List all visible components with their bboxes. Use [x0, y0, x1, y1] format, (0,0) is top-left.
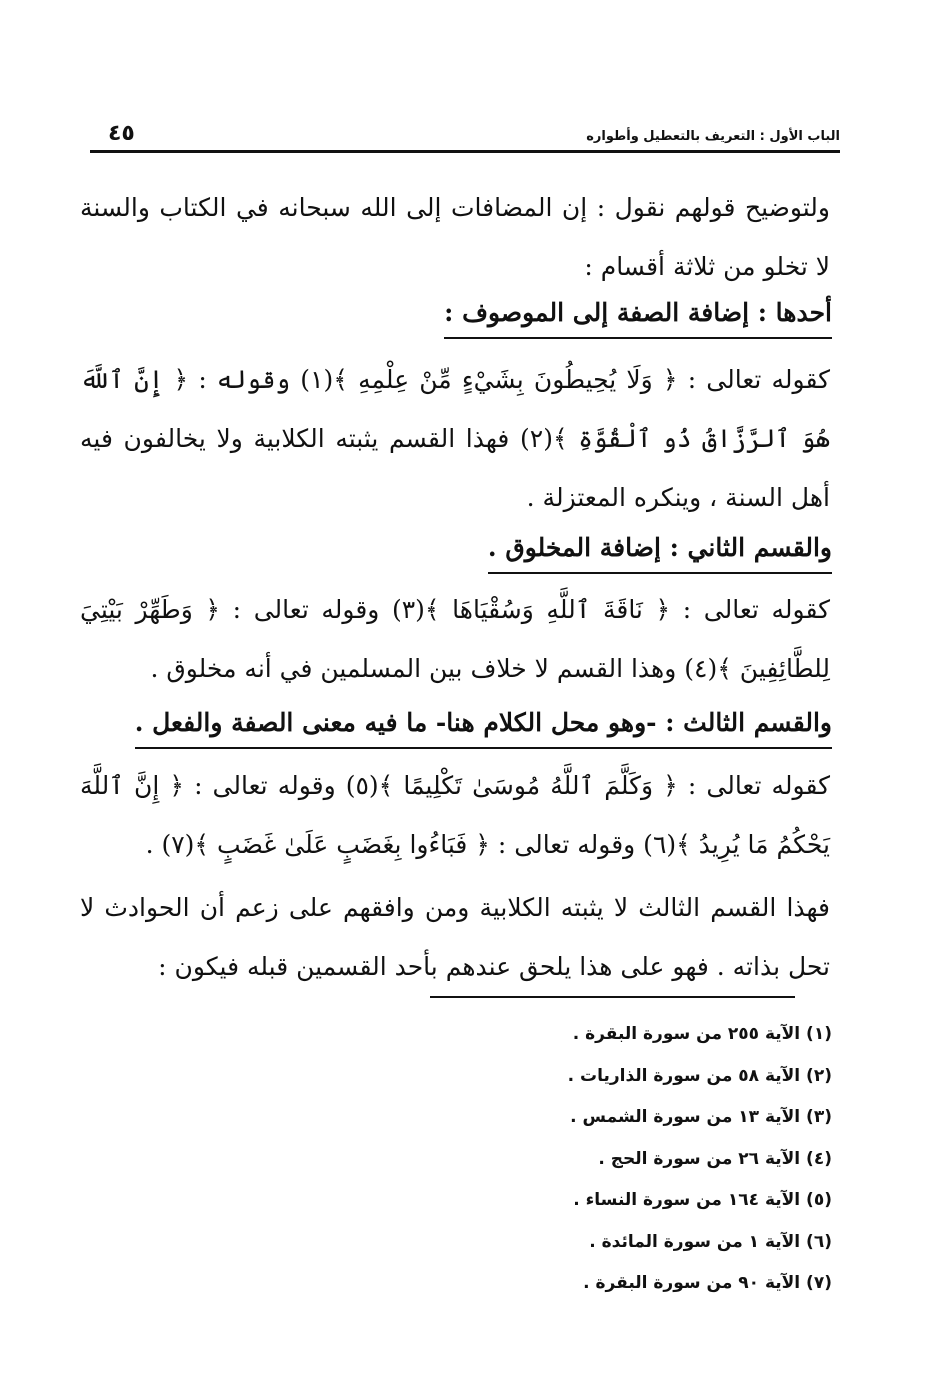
- footnote-item: (٥) الآية ١٦٤ من سورة النساء .: [573, 1190, 832, 1210]
- intro-paragraph: ولتوضيح قولهم نقول : إن المضافات إلى الله سبحانه في الكتاب والسنة لا تخلو من ثلاثة أقسام :: [80, 193, 830, 281]
- page-number: ٤٥: [108, 121, 135, 146]
- footnote-item: (٧) الآية ٩٠ من سورة البقرة .: [583, 1273, 832, 1293]
- footnote-item: (٣) الآية ١٣ من سورة الشمس .: [570, 1107, 832, 1127]
- running-header: [90, 108, 840, 153]
- heading-second-section: والقسم الثاني : إضافة المخلوق .: [488, 528, 832, 574]
- heading-third-section: والقسم الثالث : -وهو محل الكلام هنا- ما فيه معنى الصفة والفعل .: [135, 703, 832, 749]
- heading-first-section: أحدها : إضافة الصفة إلى الموصوف :: [444, 293, 832, 339]
- conclusion-paragraph: فهذا القسم الثالث لا يثبته الكلابية ومن وافقهم على زعم أن الحوادث لا تحل بذاته . فهو على هذا يلحق عندهم بأحد القسمين قبله فيكون :: [80, 893, 830, 981]
- footnote-item: (١) الآية ٢٥٥ من سورة البقرة .: [572, 1024, 832, 1044]
- footnote-item: (٢) الآية ٥٨ من سورة الذاريات .: [567, 1065, 832, 1086]
- footnotes-list: [332, 1014, 832, 1305]
- third-section-paragraph: كقوله تعالى : ﴿ وَكَلَّمَ ٱللَّهُ مُوسَىٰ تَكْلِيمًا ﴾(٥) وقوله تعالى : ﴿ إِنَّ ٱللَّهَ يَحْكُمُ مَا يُرِيدُ ﴾(٦) وقوله تعالى : ﴿ فَبَاءُوا بِغَضَبٍ عَلَىٰ غَضَبٍ ﴾(٧) .: [80, 771, 830, 859]
- second-section-paragraph: كقوله تعالى : ﴿ نَاقَةَ ٱللَّهِ وَسُقْيَاهَا ﴾(٣) وقوله تعالى : ﴿ وَطَهِّرْ بَيْتِيَ لِلطَّائِفِينَ ﴾(٤) وهذا القسم لا خلاف بين المسلمين في أنه مخلوق .: [80, 595, 830, 683]
- footnote-item: (٦) الآية ١ من سورة المائدة .: [589, 1231, 832, 1252]
- first-section-paragraph: كقوله تعالى : ﴿ وَلَا يُحِيطُونَ بِشَيْءٍ مِّنْ عِلْمِهِ ﴾(١) وقوله : ﴿ إِنَّ ٱللَّهَ هُوَ ٱلرَّزَّاقُ ذُو ٱلْقُوَّةِ ﴾(٢) فهذا القسم يثبته الكلابية ولا يخالفون فيه أهل السنة ، وينكره المعتزلة .: [80, 365, 830, 512]
- chapter-title: الباب الأول : التعريف بالتعطيل وأطواره: [586, 129, 840, 144]
- footnote-divider: [430, 996, 795, 998]
- footnote-item: (٤) الآية ٢٦ من سورة الحج .: [598, 1148, 832, 1169]
